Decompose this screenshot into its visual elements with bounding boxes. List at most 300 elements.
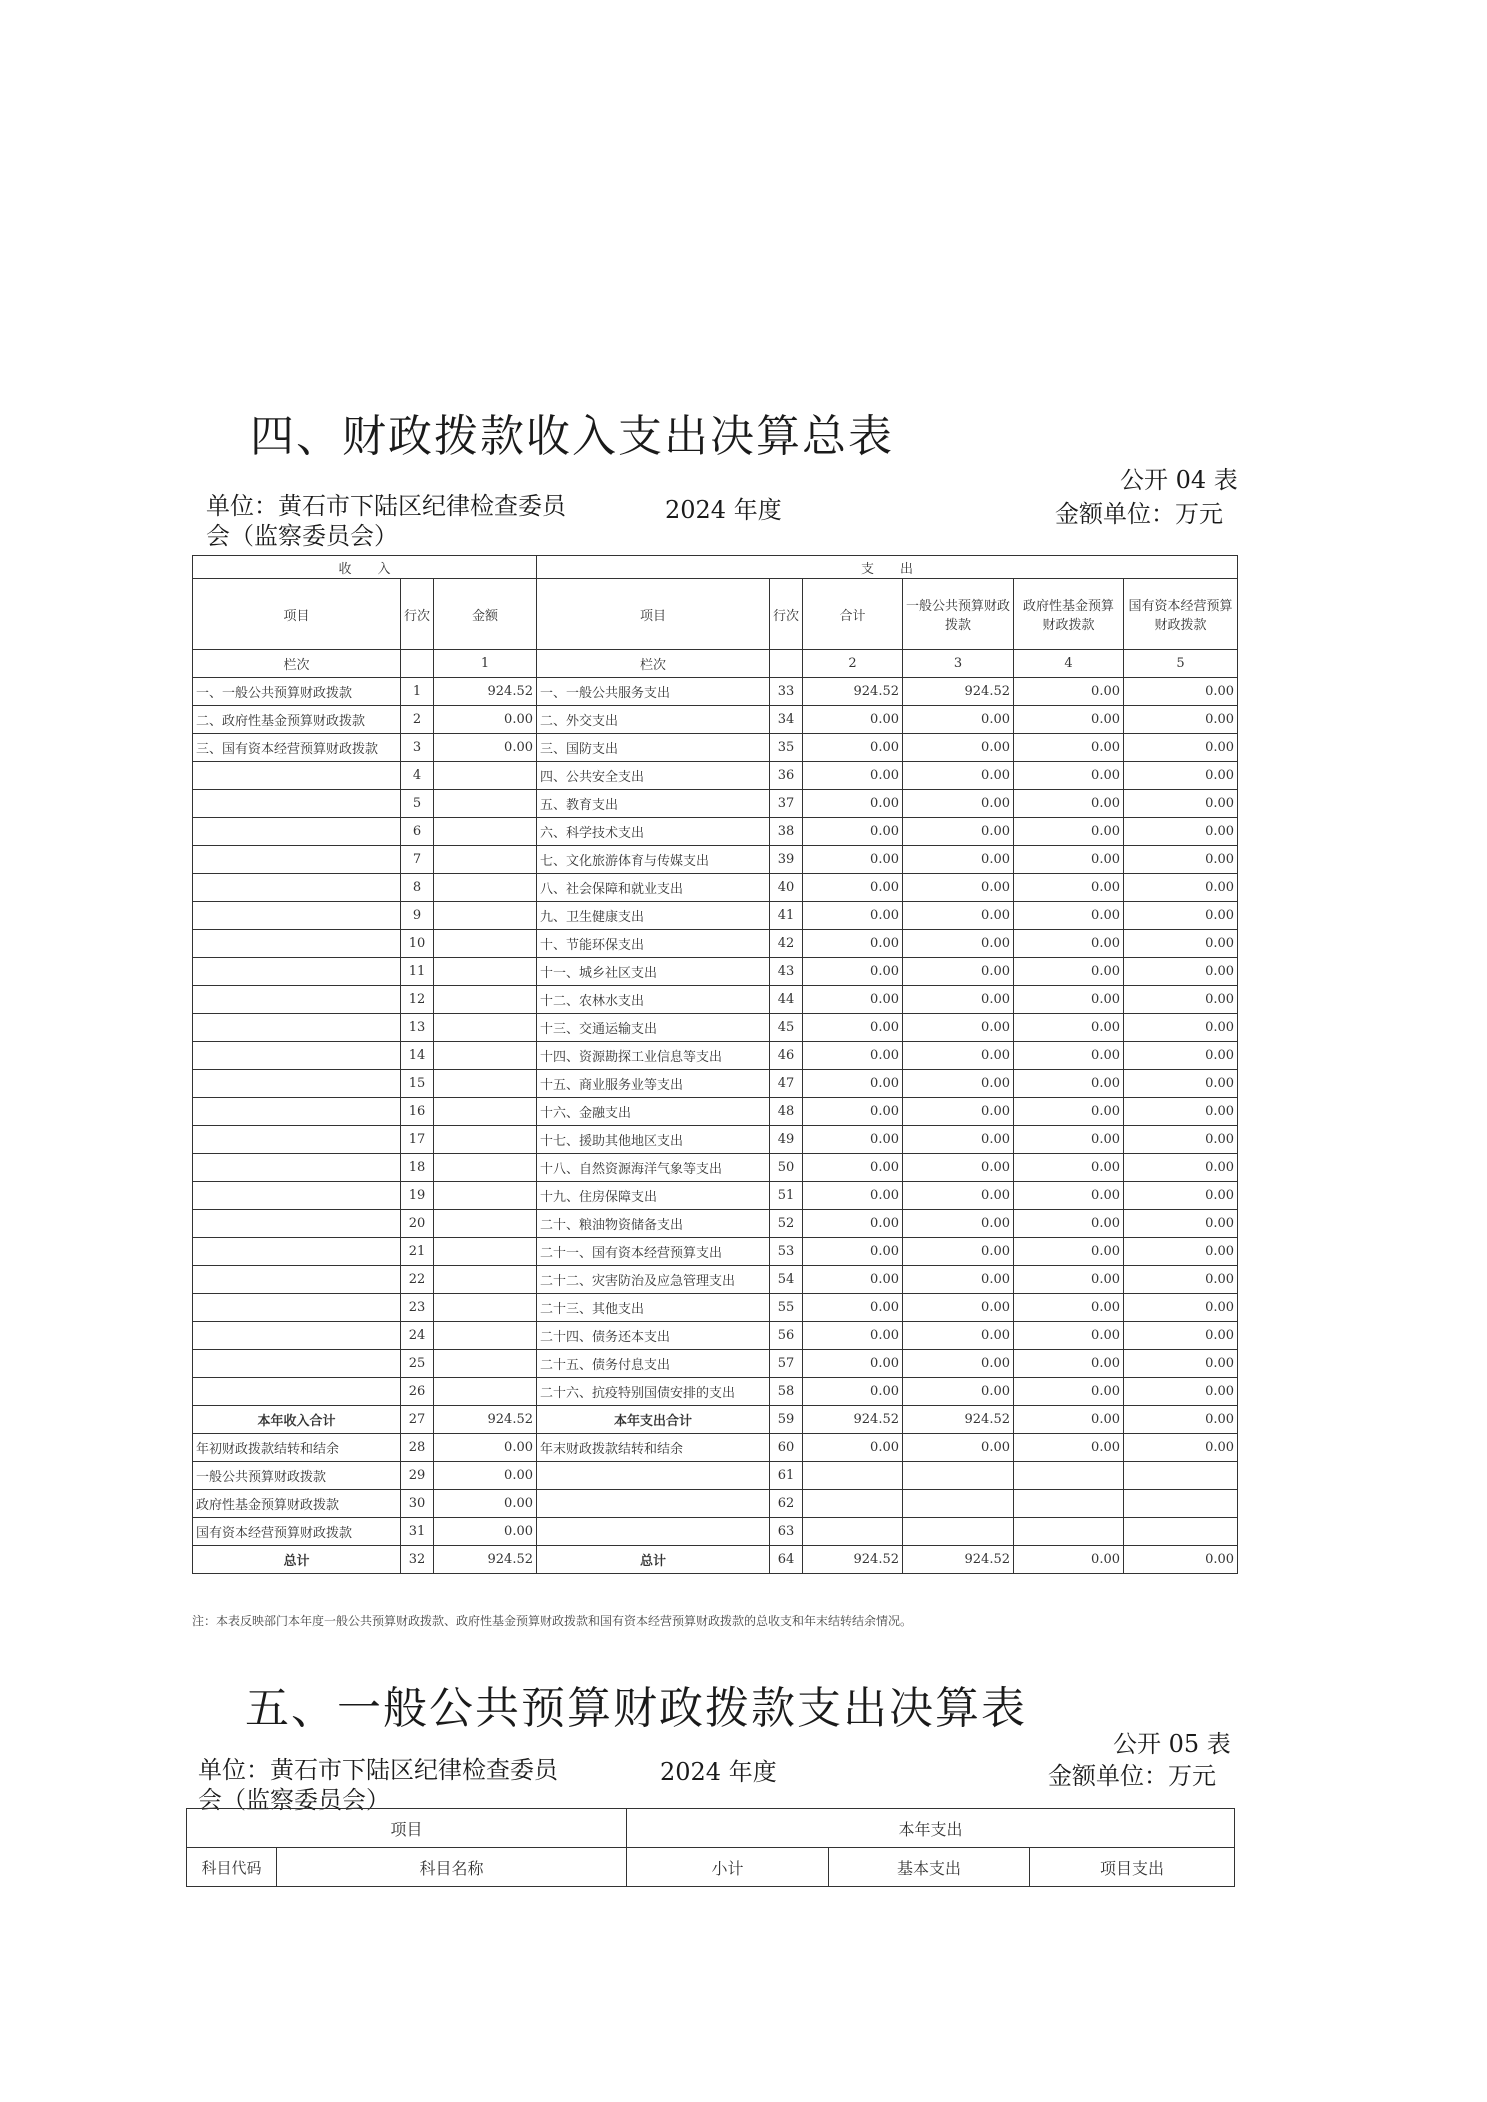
- income-amount: [434, 1266, 537, 1294]
- expense-total: 0.00: [803, 1182, 903, 1210]
- lanci-right: 栏次: [537, 650, 770, 678]
- expense-fund: 0.00: [1014, 1406, 1124, 1434]
- expense-total: 0.00: [803, 1266, 903, 1294]
- income-amount: [434, 1294, 537, 1322]
- expense-total: 0.00: [803, 874, 903, 902]
- income-amount: [434, 1182, 537, 1210]
- expense-capital: 0.00: [1124, 1434, 1238, 1462]
- col-num-1: 1: [434, 650, 537, 678]
- expense-capital: 0.00: [1124, 1378, 1238, 1406]
- income-item: [193, 1322, 401, 1350]
- income-item: [193, 1182, 401, 1210]
- expense-general: 0.00: [903, 986, 1014, 1014]
- income-item: [193, 1098, 401, 1126]
- income-item: [193, 1378, 401, 1406]
- expense-general: 0.00: [903, 1350, 1014, 1378]
- expense-fund: 0.00: [1014, 1014, 1124, 1042]
- table-row: [193, 1490, 1238, 1518]
- income-item: [193, 846, 401, 874]
- table-row: [193, 1182, 1238, 1210]
- s5-form-no: 公开 05 表: [1113, 1730, 1231, 1758]
- expense-item: 十二、农林水支出: [537, 986, 770, 1014]
- col-fund: 政府性基金预算财政拨款: [1014, 579, 1124, 650]
- income-item: [193, 790, 401, 818]
- expense-fund: 0.00: [1014, 1322, 1124, 1350]
- expense-item: 八、社会保障和就业支出: [537, 874, 770, 902]
- table-row: [193, 1266, 1238, 1294]
- expense-total: 0.00: [803, 1434, 903, 1462]
- col-amount: 金额: [434, 579, 537, 650]
- income-item: [193, 958, 401, 986]
- col-num-2: 2: [803, 650, 903, 678]
- expense-row-no: 33: [770, 678, 803, 706]
- expense-fund: 0.00: [1014, 1378, 1124, 1406]
- income-row-no: 6: [401, 818, 434, 846]
- expense-general: 0.00: [903, 1378, 1014, 1406]
- col-total: 合计: [803, 579, 903, 650]
- income-amount: [434, 1238, 537, 1266]
- income-item: [193, 874, 401, 902]
- col-item-right: 项目: [537, 579, 770, 650]
- expense-capital: 0.00: [1124, 1098, 1238, 1126]
- expense-total: 0.00: [803, 986, 903, 1014]
- expense-capital: 0.00: [1124, 958, 1238, 986]
- expense-row-no: 39: [770, 846, 803, 874]
- expense-fund: 0.00: [1014, 1098, 1124, 1126]
- expense-item: 十三、交通运输支出: [537, 1014, 770, 1042]
- expense-item: 本年支出合计: [537, 1406, 770, 1434]
- expense-row-no: 34: [770, 706, 803, 734]
- expense-item: 十一、城乡社区支出: [537, 958, 770, 986]
- expense-fund: 0.00: [1014, 734, 1124, 762]
- expense-total: 0.00: [803, 1350, 903, 1378]
- expense-fund: 0.00: [1014, 986, 1124, 1014]
- s4-year: 2024 年度: [665, 496, 782, 524]
- income-row-no: 28: [401, 1434, 434, 1462]
- income-amount: [434, 1322, 537, 1350]
- expense-general: 0.00: [903, 1322, 1014, 1350]
- expense-capital: 0.00: [1124, 734, 1238, 762]
- expense-total: 0.00: [803, 1070, 903, 1098]
- income-row-no: 1: [401, 678, 434, 706]
- expense-total: 0.00: [803, 846, 903, 874]
- expense-item: 二十一、国有资本经营预算支出: [537, 1238, 770, 1266]
- income-row-no: 32: [401, 1546, 434, 1574]
- lanci-left: 栏次: [193, 650, 401, 678]
- income-item: [193, 818, 401, 846]
- income-item: [193, 1042, 401, 1070]
- expense-fund: [1014, 1518, 1124, 1546]
- expense-row-no: 45: [770, 1014, 803, 1042]
- income-amount: [434, 1210, 537, 1238]
- expense-fund: 0.00: [1014, 790, 1124, 818]
- table-row: [193, 1434, 1238, 1462]
- expense-row-no: 49: [770, 1126, 803, 1154]
- expense-total: 0.00: [803, 958, 903, 986]
- expense-general: 0.00: [903, 1294, 1014, 1322]
- table-row: [193, 1546, 1238, 1574]
- expense-item: 十九、住房保障支出: [537, 1182, 770, 1210]
- expense-general: 0.00: [903, 874, 1014, 902]
- s4-unit-2: 会（监察委员会）: [206, 522, 398, 550]
- expense-capital: 0.00: [1124, 762, 1238, 790]
- income-item: [193, 1126, 401, 1154]
- income-amount: [434, 958, 537, 986]
- income-row-no: 15: [401, 1070, 434, 1098]
- expense-general: 0.00: [903, 1210, 1014, 1238]
- income-row-no: 25: [401, 1350, 434, 1378]
- expense-fund: 0.00: [1014, 818, 1124, 846]
- expense-total: 0.00: [803, 790, 903, 818]
- table-row: [193, 1406, 1238, 1434]
- expense-total: 924.52: [803, 1546, 903, 1574]
- income-row-no: 10: [401, 930, 434, 958]
- s4-form-no: 公开 04 表: [1120, 466, 1238, 494]
- expense-item: 二、外交支出: [537, 706, 770, 734]
- s4-amount-unit: 金额单位：万元: [1055, 500, 1223, 528]
- section5-title: 五、一般公共预算财政拨款支出决算表: [245, 1683, 1027, 1734]
- expense-general: 0.00: [903, 818, 1014, 846]
- expense-row-no: 53: [770, 1238, 803, 1266]
- table-row: [193, 846, 1238, 874]
- s5-col-basic: 基本支出: [829, 1848, 1030, 1887]
- expense-row-no: 52: [770, 1210, 803, 1238]
- expense-total: 0.00: [803, 930, 903, 958]
- expense-total: 0.00: [803, 762, 903, 790]
- income-row-no: 19: [401, 1182, 434, 1210]
- expense-item: 四、公共安全支出: [537, 762, 770, 790]
- expense-fund: 0.00: [1014, 1182, 1124, 1210]
- income-item: [193, 930, 401, 958]
- income-header: 收 入: [193, 556, 537, 579]
- table-row: [193, 1042, 1238, 1070]
- income-row-no: 23: [401, 1294, 434, 1322]
- income-row-no: 9: [401, 902, 434, 930]
- expense-fund: 0.00: [1014, 1350, 1124, 1378]
- income-item: [193, 1266, 401, 1294]
- income-row-no: 27: [401, 1406, 434, 1434]
- table-row: [193, 958, 1238, 986]
- income-amount: [434, 790, 537, 818]
- income-amount: [434, 1350, 537, 1378]
- expense-total: 0.00: [803, 818, 903, 846]
- expense-general: 0.00: [903, 958, 1014, 986]
- income-item: [193, 762, 401, 790]
- s4-table: [192, 555, 1238, 1574]
- col-row-left: 行次: [401, 579, 434, 650]
- expense-item: 一、一般公共服务支出: [537, 678, 770, 706]
- income-amount: [434, 1098, 537, 1126]
- expense-item: 二十四、债务还本支出: [537, 1322, 770, 1350]
- expense-general: 0.00: [903, 1266, 1014, 1294]
- col-num-5: 5: [1124, 650, 1238, 678]
- income-item: [193, 1070, 401, 1098]
- income-item: 国有资本经营预算财政拨款: [193, 1518, 401, 1546]
- expense-row-no: 50: [770, 1154, 803, 1182]
- income-amount: 924.52: [434, 678, 537, 706]
- expense-general: 0.00: [903, 1014, 1014, 1042]
- income-item: 三、国有资本经营预算财政拨款: [193, 734, 401, 762]
- expense-item: 十六、金融支出: [537, 1098, 770, 1126]
- income-amount: [434, 1042, 537, 1070]
- income-amount: [434, 930, 537, 958]
- income-amount: [434, 1126, 537, 1154]
- expense-row-no: 55: [770, 1294, 803, 1322]
- table-row: [193, 678, 1238, 706]
- table-row: [193, 790, 1238, 818]
- income-row-no: 5: [401, 790, 434, 818]
- expense-general: 0.00: [903, 930, 1014, 958]
- expense-total: 0.00: [803, 1126, 903, 1154]
- expense-capital: 0.00: [1124, 678, 1238, 706]
- expense-capital: 0.00: [1124, 874, 1238, 902]
- s4-table-body: [193, 678, 1238, 1574]
- s5-unit-2: 会（监察委员会）: [198, 1786, 390, 1814]
- s5-table: [186, 1808, 1235, 1887]
- table-row: [193, 762, 1238, 790]
- expense-capital: 0.00: [1124, 1266, 1238, 1294]
- income-row-no: 18: [401, 1154, 434, 1182]
- expense-fund: 0.00: [1014, 874, 1124, 902]
- expense-general: [903, 1490, 1014, 1518]
- table-row: [193, 930, 1238, 958]
- table-row: [193, 1518, 1238, 1546]
- expense-capital: 0.00: [1124, 930, 1238, 958]
- expense-general: [903, 1518, 1014, 1546]
- expense-row-no: 59: [770, 1406, 803, 1434]
- income-row-no: 31: [401, 1518, 434, 1546]
- income-item: [193, 1294, 401, 1322]
- expense-total: 0.00: [803, 706, 903, 734]
- income-item: 二、政府性基金预算财政拨款: [193, 706, 401, 734]
- expense-item: 十五、商业服务业等支出: [537, 1070, 770, 1098]
- income-row-no: 16: [401, 1098, 434, 1126]
- expense-fund: 0.00: [1014, 762, 1124, 790]
- expense-capital: 0.00: [1124, 1546, 1238, 1574]
- income-row-no: 30: [401, 1490, 434, 1518]
- table-row: [193, 874, 1238, 902]
- expense-total: 0.00: [803, 902, 903, 930]
- expense-capital: 0.00: [1124, 846, 1238, 874]
- expense-capital: 0.00: [1124, 1350, 1238, 1378]
- income-amount: 924.52: [434, 1406, 537, 1434]
- expense-capital: 0.00: [1124, 1210, 1238, 1238]
- income-item: [193, 1154, 401, 1182]
- expense-row-no: 35: [770, 734, 803, 762]
- expense-general: [903, 1462, 1014, 1490]
- expense-general: 0.00: [903, 1126, 1014, 1154]
- expense-general: 0.00: [903, 1042, 1014, 1070]
- expense-item: 十四、资源勘探工业信息等支出: [537, 1042, 770, 1070]
- expense-fund: 0.00: [1014, 930, 1124, 958]
- table-row: [193, 1014, 1238, 1042]
- income-amount: [434, 874, 537, 902]
- expense-row-no: 48: [770, 1098, 803, 1126]
- expense-fund: 0.00: [1014, 1126, 1124, 1154]
- income-amount: [434, 986, 537, 1014]
- s5-col-item: 项目: [187, 1809, 627, 1848]
- expense-item: [537, 1490, 770, 1518]
- expense-fund: 0.00: [1014, 1434, 1124, 1462]
- expense-fund: 0.00: [1014, 1154, 1124, 1182]
- income-row-no: 21: [401, 1238, 434, 1266]
- expense-capital: [1124, 1490, 1238, 1518]
- income-row-no: 14: [401, 1042, 434, 1070]
- income-item: [193, 1350, 401, 1378]
- expense-capital: 0.00: [1124, 1070, 1238, 1098]
- table-row: [193, 902, 1238, 930]
- expense-capital: 0.00: [1124, 902, 1238, 930]
- expense-row-no: 38: [770, 818, 803, 846]
- expense-general: 0.00: [903, 902, 1014, 930]
- expense-total: [803, 1518, 903, 1546]
- s5-col-this-year: 本年支出: [627, 1809, 1235, 1848]
- expense-item: 二十五、债务付息支出: [537, 1350, 770, 1378]
- income-amount: [434, 1154, 537, 1182]
- income-item: 政府性基金预算财政拨款: [193, 1490, 401, 1518]
- income-item: [193, 1210, 401, 1238]
- expense-item: 年末财政拨款结转和结余: [537, 1434, 770, 1462]
- expense-fund: [1014, 1462, 1124, 1490]
- expense-row-no: 64: [770, 1546, 803, 1574]
- expense-row-no: 46: [770, 1042, 803, 1070]
- income-row-no: 4: [401, 762, 434, 790]
- table-row: [193, 1210, 1238, 1238]
- income-row-no: 3: [401, 734, 434, 762]
- expense-row-no: 47: [770, 1070, 803, 1098]
- expense-row-no: 37: [770, 790, 803, 818]
- col-capital: 国有资本经营预算财政拨款: [1124, 579, 1238, 650]
- expense-item: [537, 1518, 770, 1546]
- expense-general: 0.00: [903, 790, 1014, 818]
- expense-row-no: 54: [770, 1266, 803, 1294]
- income-row-no: 22: [401, 1266, 434, 1294]
- expense-fund: 0.00: [1014, 902, 1124, 930]
- expense-fund: 0.00: [1014, 1546, 1124, 1574]
- s4-note: 注：本表反映部门本年度一般公共预算财政拨款、政府性基金预算财政拨款和国有资本经营预算财政拨款的总收支和年末结转结余情况。: [192, 1614, 913, 1628]
- expense-total: 924.52: [803, 1406, 903, 1434]
- expense-item: 七、文化旅游体育与传媒支出: [537, 846, 770, 874]
- expense-header: 支 出: [537, 556, 1238, 579]
- s5-unit: 单位：黄石市下陆区纪律检查委员: [198, 1756, 558, 1784]
- expense-total: 0.00: [803, 1014, 903, 1042]
- expense-general: 0.00: [903, 1182, 1014, 1210]
- expense-fund: 0.00: [1014, 846, 1124, 874]
- income-amount: 0.00: [434, 1518, 537, 1546]
- income-amount: [434, 1378, 537, 1406]
- expense-fund: 0.00: [1014, 1294, 1124, 1322]
- income-row-no: 29: [401, 1462, 434, 1490]
- income-row-no: 12: [401, 986, 434, 1014]
- income-item: [193, 1238, 401, 1266]
- expense-fund: 0.00: [1014, 958, 1124, 986]
- table-row: [193, 1126, 1238, 1154]
- expense-item: 十七、援助其他地区支出: [537, 1126, 770, 1154]
- expense-capital: 0.00: [1124, 1322, 1238, 1350]
- table-row: [193, 1070, 1238, 1098]
- table-row: [193, 1238, 1238, 1266]
- income-amount: 0.00: [434, 1462, 537, 1490]
- expense-general: 0.00: [903, 734, 1014, 762]
- income-item: 总计: [193, 1546, 401, 1574]
- expense-general: 0.00: [903, 1434, 1014, 1462]
- expense-total: 0.00: [803, 734, 903, 762]
- expense-general: 0.00: [903, 846, 1014, 874]
- expense-capital: 0.00: [1124, 1182, 1238, 1210]
- expense-item: 二十六、抗疫特别国债安排的支出: [537, 1378, 770, 1406]
- expense-row-no: 41: [770, 902, 803, 930]
- col-row-right: 行次: [770, 579, 803, 650]
- income-item: 本年收入合计: [193, 1406, 401, 1434]
- col-num-4: 4: [1014, 650, 1124, 678]
- expense-item: 二十三、其他支出: [537, 1294, 770, 1322]
- expense-general: 0.00: [903, 1098, 1014, 1126]
- col-item-left: 项目: [193, 579, 401, 650]
- expense-row-no: 44: [770, 986, 803, 1014]
- income-amount: 0.00: [434, 706, 537, 734]
- income-amount: 0.00: [434, 1490, 537, 1518]
- expense-row-no: 60: [770, 1434, 803, 1462]
- expense-row-no: 56: [770, 1322, 803, 1350]
- expense-capital: 0.00: [1124, 818, 1238, 846]
- expense-fund: 0.00: [1014, 706, 1124, 734]
- expense-total: 0.00: [803, 1238, 903, 1266]
- income-amount: [434, 902, 537, 930]
- expense-capital: 0.00: [1124, 1154, 1238, 1182]
- income-amount: [434, 1014, 537, 1042]
- section4-title: 四、财政拨款收入支出决算总表: [250, 411, 894, 462]
- income-row-no: 13: [401, 1014, 434, 1042]
- income-amount: [434, 846, 537, 874]
- income-amount: 924.52: [434, 1546, 537, 1574]
- table-row: [193, 1350, 1238, 1378]
- s5-col-subtotal: 小计: [627, 1848, 829, 1887]
- expense-item: 总计: [537, 1546, 770, 1574]
- expense-item: 二十二、灾害防治及应急管理支出: [537, 1266, 770, 1294]
- expense-item: 六、科学技术支出: [537, 818, 770, 846]
- s5-col-project: 项目支出: [1030, 1848, 1235, 1887]
- table-row: [193, 986, 1238, 1014]
- expense-total: 0.00: [803, 1378, 903, 1406]
- income-row-no: 20: [401, 1210, 434, 1238]
- expense-fund: 0.00: [1014, 1070, 1124, 1098]
- table-row: [193, 1378, 1238, 1406]
- expense-general: 0.00: [903, 1238, 1014, 1266]
- expense-total: 0.00: [803, 1294, 903, 1322]
- s4-unit: 单位：黄石市下陆区纪律检查委员: [206, 492, 566, 520]
- expense-capital: 0.00: [1124, 1126, 1238, 1154]
- expense-fund: [1014, 1490, 1124, 1518]
- table-row: [193, 734, 1238, 762]
- table-row: [193, 818, 1238, 846]
- income-row-no: 17: [401, 1126, 434, 1154]
- expense-item: [537, 1462, 770, 1490]
- table-row: [193, 1154, 1238, 1182]
- col-general: 一般公共预算财政拨款: [903, 579, 1014, 650]
- expense-capital: [1124, 1518, 1238, 1546]
- expense-total: [803, 1462, 903, 1490]
- expense-general: 924.52: [903, 1406, 1014, 1434]
- income-amount: [434, 1070, 537, 1098]
- expense-capital: 0.00: [1124, 1238, 1238, 1266]
- expense-general: 0.00: [903, 706, 1014, 734]
- income-item: 一般公共预算财政拨款: [193, 1462, 401, 1490]
- income-item: [193, 1014, 401, 1042]
- expense-capital: 0.00: [1124, 986, 1238, 1014]
- expense-capital: 0.00: [1124, 1406, 1238, 1434]
- income-amount: 0.00: [434, 734, 537, 762]
- expense-row-no: 63: [770, 1518, 803, 1546]
